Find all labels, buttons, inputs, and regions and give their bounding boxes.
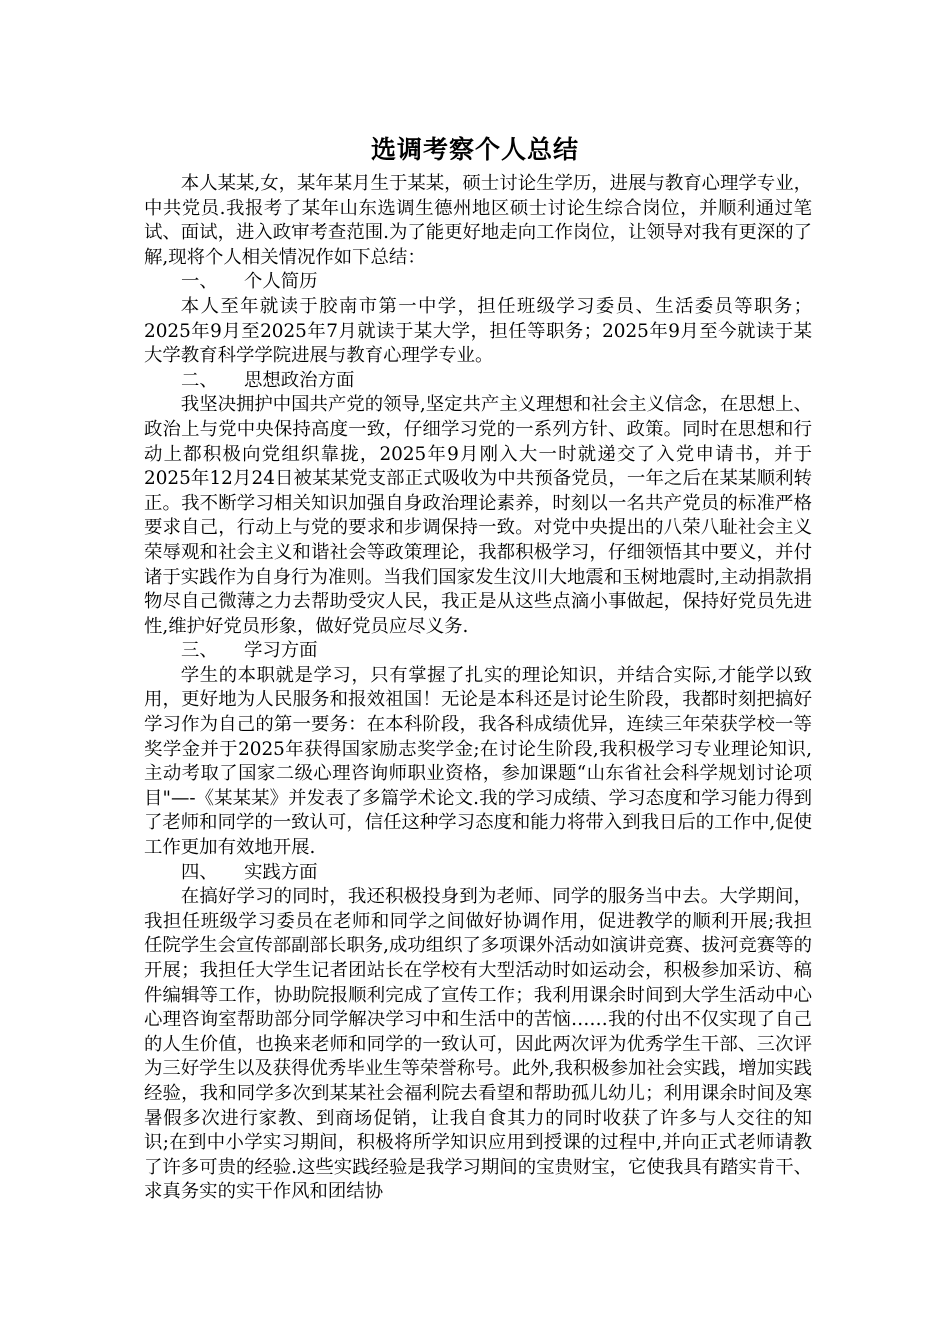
document-title: 选调考察个人总结 xyxy=(370,135,579,164)
section-title: 实践方面 xyxy=(244,861,318,883)
section-heading-study xyxy=(144,639,812,664)
intro-paragraph: 本人某某,女，某年某月生于某某，硕士讨论生学历，进展与教育心理学专业，中共党员.我报考了某年山东选调生德州地区硕士讨论生综合岗位，并顺利通过笔试、面试，进入政审考查范围.为了能更好地走向工作岗位，让领导对我有更深的了解,现将个人相关情况作如下总结： xyxy=(144,173,812,268)
document-body xyxy=(144,172,812,1205)
section-body-study: 学生的本职就是学习，只有掌握了扎实的理论知识，并结合实际,才能学以致用，更好地为人民服务和报效祖国！无论是本科还是讨论生阶段，我都时刻把搞好学习作为自己的第一要务：在本科阶段，我各科成绩优异，连续三年荣获学校一等奖学金并于2025年获得国家励志奖学金;在讨论生阶段,我积极学习专业理论知识,主动考取了国家二级心理咨询师职业资格，参加课题“山东省社会科学规划讨论项目"—-《某某某》并发表了多篇学术论文.我的学习成绩、学习态度和学习能力得到了老师和同学的一致认可，信任这种学习态度和能力将带入到我日后的工作中,促使工作更加有效地开展. xyxy=(144,664,812,859)
section-title: 个人简历 xyxy=(244,271,318,293)
section-title: 学习方面 xyxy=(244,640,318,662)
section-body-politics: 我坚决拥护中国共产党的领导,坚定共产主义理想和社会主义信念，在思想上、政治上与党中央保持高度一致，仔细学习党的一系列方针、政策。同时在思想和行动上都积极向党组织靠拢，2025年9月刚入大一时就递交了入党申请书，并于2025年12月24日被某某党支部正式吸收为中共预备党员，一年之后在某某顺利转正。我不断学习相关知识加强自身政治理论素养，时刻以一名共产党员的标准严格要求自己，行动上与党的要求和步调保持一致。对党中央提出的八荣八耻社会主义荣辱观和社会主义和谐社会等政策理论，我都积极学习，仔细领悟其中要义，并付诸于实践作为自身行为准则。当我们国家发生汶川大地震和玉树地震时,主动捐款捐物尽自己微薄之力去帮助受灾人民，我正是从这些点滴小事做起，保持好党员先进性,维护好党员形象，做好党员应尽义务. xyxy=(144,394,812,637)
section-number: 四、 xyxy=(181,861,218,883)
section-body-resume: 本人至年就读于胶南市第一中学，担任班级学习委员、生活委员等职务；2025年9月至2025年7月就读于某大学，担任等职务；2025年9月至今就读于某大学教育科学学院进展与教育心理学专业。 xyxy=(144,295,812,367)
section-title: 思想政治方面 xyxy=(244,369,355,391)
section-number: 一、 xyxy=(181,271,218,293)
section-number: 二、 xyxy=(181,369,218,391)
section-body-practice: 在搞好学习的同时，我还积极投身到为老师、同学的服务当中去。大学期间，我担任班级学习委员在老师和同学之间做好协调作用，促进教学的顺利开展;我担任院学生会宣传部副部长职务,成功组织了多项课外活动如演讲竞赛、拔河竞赛等的开展；我担任大学生记者团站长在学校有大型活动时如运动会，积极参加采访、稿件编辑等工作，协助院报顺利完成了宣传工作；我利用课余时间到大学生活动中心心理咨询室帮助部分同学解决学习中和生活中的苦恼……我的付出不仅实现了自己的人生价值，也换来老师和同学的一致认可，因此两次评为优秀学生干部、三次评为三好学生以及获得优秀毕业生等荣誉称号。此外,我积极参加社会实践，增加实践经验，我和同学多次到某某社会福利院去看望和帮助孤儿幼儿；利用课余时间及寒暑假多次进行家教、到商场促销，让我自食其力的同时收获了许多与人交往的知识;在到中小学实习期间，积极将所学知识应用到授课的过程中,并向正式老师请教了许多可贵的经验.这些实践经验是我学习期间的宝贵财宝，它使我具有踏实肯干、求真务实的实干作风和团结协 xyxy=(144,886,812,1203)
section-heading-politics xyxy=(144,369,812,394)
section-number: 三、 xyxy=(181,640,218,662)
section-heading-practice xyxy=(144,861,812,886)
section-heading-resume xyxy=(144,270,812,295)
